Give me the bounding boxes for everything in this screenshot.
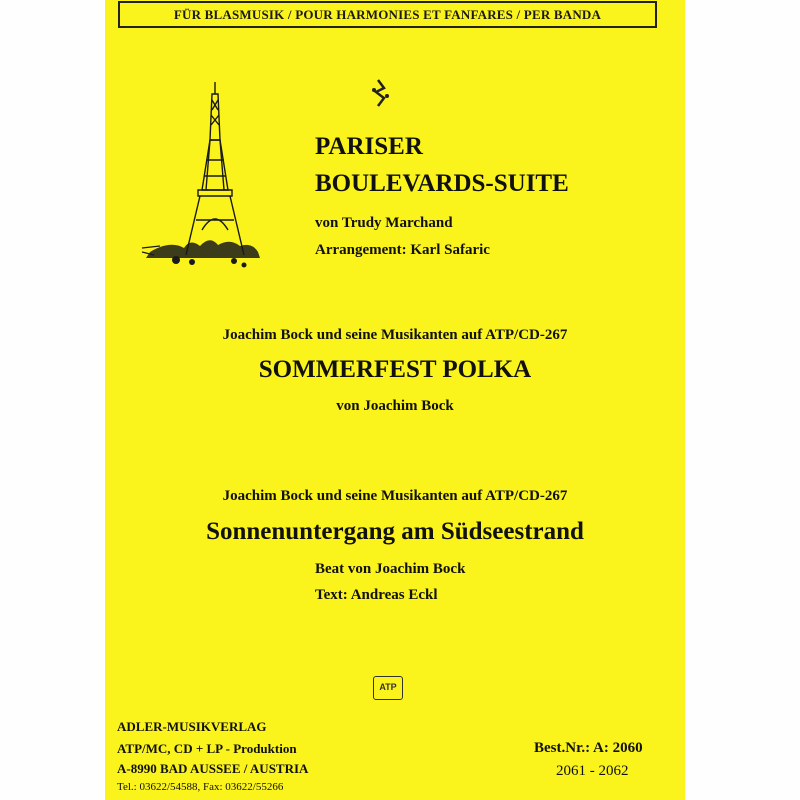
piece2-title: SOMMERFEST POLKA (258, 356, 532, 383)
piece1-composer: von Trudy Marchand (315, 215, 453, 231)
order-number: Best.Nr.: A: 2060 (534, 740, 643, 756)
publisher-name: ADLER-MUSIKVERLAG (117, 719, 267, 734)
piece3-title: Sonnenuntergang am Südseestrand (206, 518, 584, 545)
piece1-title-line1: PARISER (315, 133, 423, 160)
piece2-recording: Joachim Bock und seine Musikanten auf ATP/CD-267 (222, 327, 568, 343)
order-range: 2061 - 2062 (556, 763, 629, 779)
publisher-address: A-8990 BAD AUSSEE / AUSTRIA (117, 761, 309, 776)
piece3-beat: Beat von Joachim Bock (315, 561, 466, 577)
piece1-arrangement: Arrangement: Karl Safaric (315, 242, 490, 258)
publisher-production: ATP/MC, CD + LP - Produktion (117, 741, 297, 756)
piece1-title-line2: BOULEVARDS-SUITE (315, 170, 569, 197)
header-banner: FÜR BLASMUSIK / POUR HARMONIES ET FANFARES / PER BANDA (118, 1, 657, 28)
publisher-contact: Tel.: 03622/54588, Fax: 03622/55266 (117, 781, 284, 793)
atp-logo: ATP (373, 676, 403, 700)
eiffel-tower-illustration (140, 80, 270, 280)
musical-ornament-icon (370, 78, 392, 108)
piece3-recording: Joachim Bock und seine Musikanten auf ATP/CD-267 (222, 488, 568, 504)
piece2-composer: von Joachim Bock (336, 398, 454, 414)
piece3-text: Text: Andreas Eckl (315, 587, 438, 603)
